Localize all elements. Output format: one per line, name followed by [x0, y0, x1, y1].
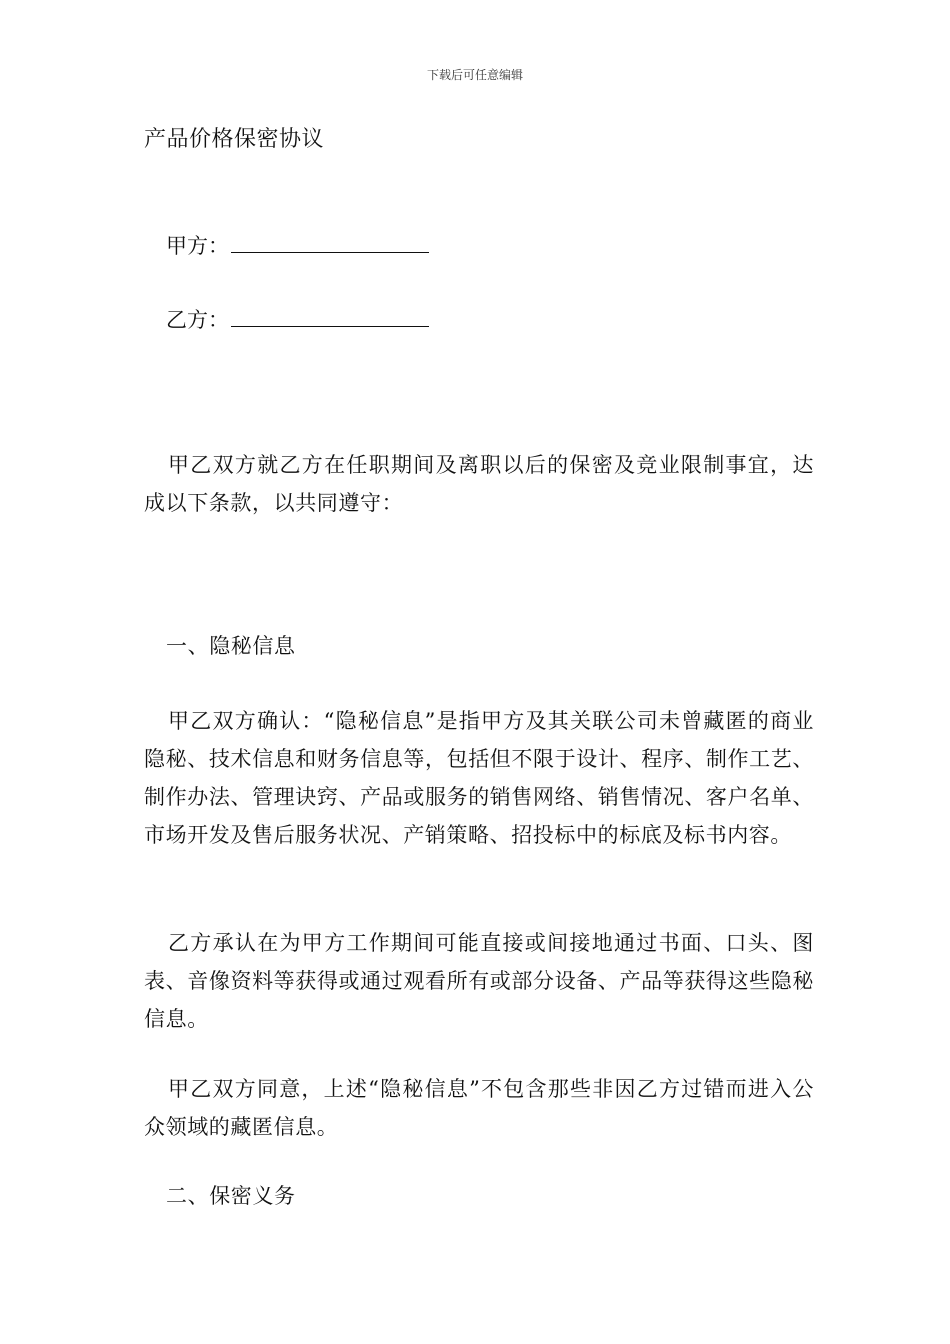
- party-b-blank: [231, 308, 429, 327]
- party-b-line: [166, 304, 429, 334]
- party-a-label: 甲方：: [166, 234, 229, 258]
- party-a-blank: [231, 234, 429, 253]
- intro-paragraph: 甲乙双方就乙方在任职期间及离职以后的保密及竞业限制事宜，达成以下条款，以共同遵守：: [144, 453, 814, 515]
- party-b-label: 乙方：: [166, 308, 229, 332]
- section-2-heading: 二、保密义务: [166, 1184, 296, 1208]
- party-a-line: [166, 230, 429, 260]
- section-1-heading: 一、隐秘信息: [166, 634, 296, 658]
- section-1-paragraph-definition: 甲乙双方确认：“隐秘信息”是指甲方及其关联公司未曾藏匿的商业隐秘、技术信息和财务信息等，包括但不限于设计、程序、制作工艺、制作办法、管理诀窍、产品或服务的销售网络、销售情况、客户名单、市场开发及售后服务状况、产销策略、招投标中的标底及标书内容。: [144, 709, 814, 847]
- section-1-paragraph-acknowledgement: 乙方承认在为甲方工作期间可能直接或间接地通过书面、口头、图表、音像资料等获得或通过观看所有或部分设备、产品等获得这些隐秘信息。: [144, 931, 814, 1031]
- header-note: 下载后可任意编辑: [426, 68, 523, 82]
- document-title: 产品价格保密协议: [144, 127, 325, 152]
- section-1-paragraph-exclusion: 甲乙双方同意，上述“隐秘信息”不包含那些非因乙方过错而进入公众领域的藏匿信息。: [144, 1077, 814, 1139]
